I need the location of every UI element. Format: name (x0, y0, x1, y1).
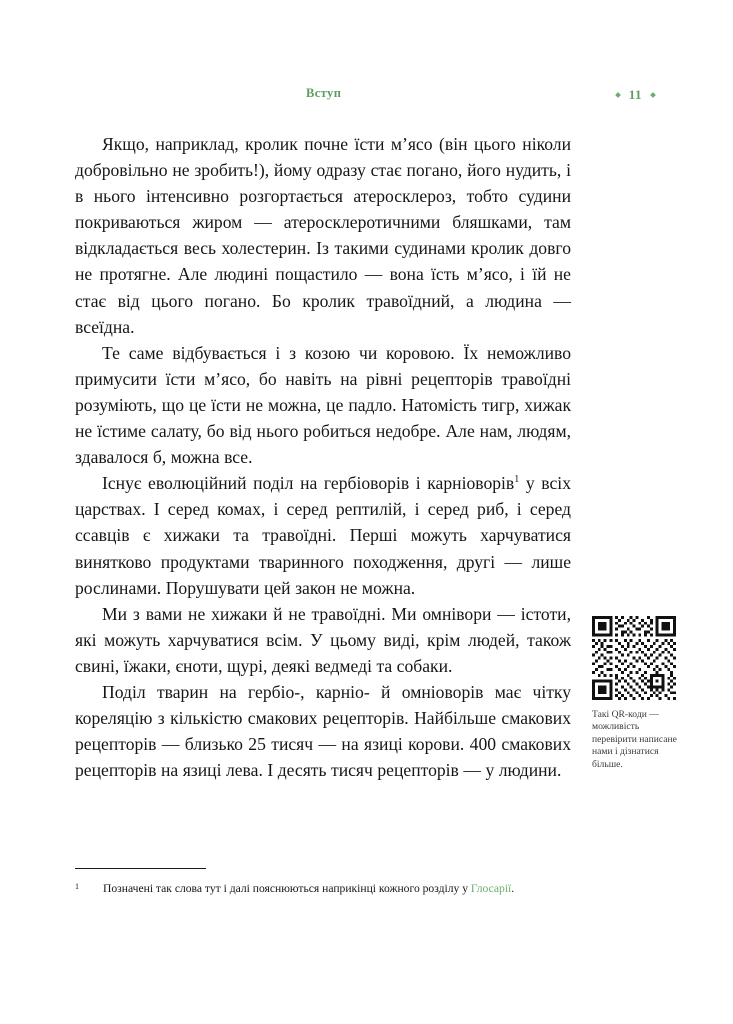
paragraph-text-before-footnote-ref: Існує еволюційний поділ на гербіоворів і карніоворів (102, 473, 515, 494)
qr-code-icon[interactable] (592, 616, 676, 700)
paragraph-herbivore-carnivore (75, 470, 571, 600)
qr-caption: Такі QR-коди — можливість перевірити написане нами і дізнатися більше. (592, 709, 677, 770)
footnote-text-before-link: Позначені так слова тут і далі пояснюються наприкінці кожного розділу у (103, 882, 471, 895)
qr-side-block (592, 616, 682, 771)
glossary-link[interactable]: Глосарії (470, 882, 512, 895)
body-text-column (75, 131, 571, 783)
paragraph-receptors: Поділ тварин на гербіо-, карніо- й омніоворів має чітку кореляцію з кількістю смакових рецепторів. Найбільше смакових рецепторів — близько 25 тисяч — на язиці корови. 400 смакових рецепторів на язиці лева. І десять тисяч рецепторів — у людини. (75, 681, 571, 781)
diamond-bullet-icon-right (650, 92, 656, 98)
footnote-marker: 1 (75, 882, 79, 891)
diamond-bullet-icon-left (615, 92, 621, 98)
footnote-entry (75, 881, 571, 897)
folio (616, 87, 655, 103)
footnote-reference-marker[interactable]: 1 (514, 474, 520, 486)
running-head (75, 86, 655, 106)
paragraph-omnivores: Ми з вами не хижаки й не травоїдні. Ми омнівори — істоти, які можуть харчуватися всім. У цьому виді, крім людей, також свині, їжаки, єноти, щурі, деякі ведмеді та собаки. (75, 603, 571, 676)
paragraph-rabbit: Якщо, наприклад, кролик почне їсти м’ясо (він цього ніколи добровільно не зробить!), йому одразу стає погано, його нудить, і в нього інтенсивно розгортається атеросклероз, тобто судини покриваються жиром — атеросклеротичними бляшками, там відкладається весь холестерин. Із такими судинами кролик довго не протягне. Але людині пощастило — вона їсть м’ясо, і їй не стає від цього погано. Бо кролик травоїдний, а людина — всеїдна. (75, 134, 571, 337)
chapter-title: Вступ (306, 86, 342, 100)
footnote-separator-rule (75, 868, 206, 869)
footnote-area (75, 868, 571, 897)
paragraph-goat-cow: Те саме відбувається і з козою чи коровою. Їх неможливо примусити їсти м’ясо, бо навіть на рівні рецепторів травоїдні розуміють, що це їсти не можна, це падло. Натомість тигр, хижак не їстиме салату, бо від нього робиться недобре. Але нам, людям, здавалося б, можна все. (75, 342, 571, 468)
paragraph-text-after-footnote-ref: у всіх царствах. І серед комах, і серед рептилій, і серед риб, і серед ссавців є хижаки та травоїдні. Перші можуть харчуватися винятково продуктами тваринного походження, другі — лише рослинами. Порушувати цей закон не можна. (75, 473, 571, 598)
page-number: 11 (628, 87, 642, 102)
footnote-text-after-link: . (511, 882, 515, 895)
